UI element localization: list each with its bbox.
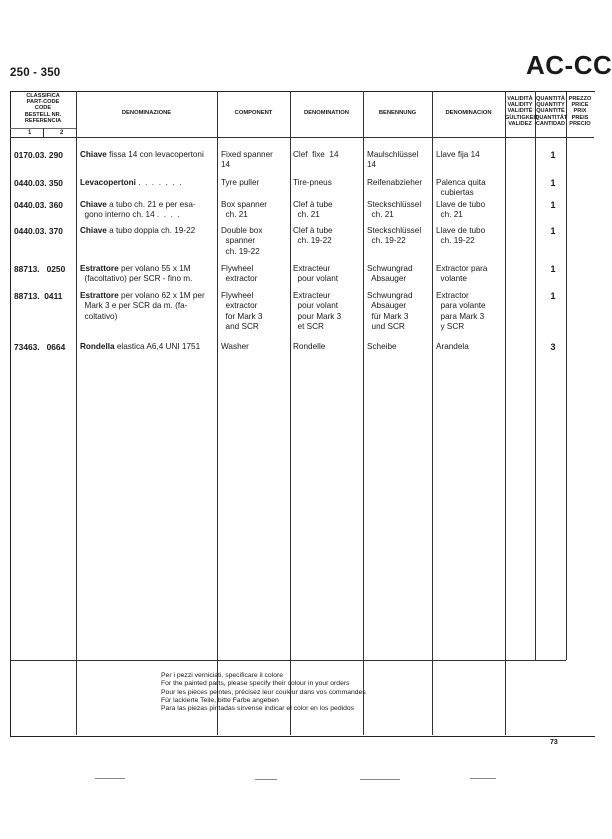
denominacion-es xyxy=(436,150,480,160)
benennung-de-line: Maulschlüssel xyxy=(367,150,419,159)
part-keyword: Estrattore xyxy=(80,291,119,300)
component-en xyxy=(221,200,267,221)
denomination-fr xyxy=(293,200,333,221)
part-keyword: Levacopertoni xyxy=(80,178,136,187)
component-en xyxy=(221,150,273,171)
benennung-de xyxy=(367,291,413,333)
header-validity: VALIDITÀ VALIDITY VALIDITÉ GÜLTIGKEIT VALIDEZ xyxy=(505,96,539,127)
benennung-de-line: Scheibe xyxy=(367,342,397,351)
benennung-de xyxy=(367,200,421,221)
brand-code: AC-CC xyxy=(526,50,612,80)
component-en-line: extractor xyxy=(221,274,258,284)
header-component: COMPONENT xyxy=(234,110,273,116)
part-keyword: Chiave xyxy=(80,226,107,235)
col-divider xyxy=(566,91,567,660)
scan-mark xyxy=(360,779,400,780)
code-subheader-divider xyxy=(43,128,44,137)
component-en-line: Tyre puller xyxy=(221,178,260,187)
denominazione-it xyxy=(80,342,200,352)
denomination-fr xyxy=(293,264,338,285)
denominacion-es xyxy=(436,291,486,333)
component-en xyxy=(221,342,249,352)
header-denominazione: DENOMINAZIONE xyxy=(121,110,172,116)
benennung-de xyxy=(367,150,418,171)
denominazione-it xyxy=(80,200,196,221)
header-denominacion: DENOMINACION xyxy=(445,110,492,116)
quantity: 1 xyxy=(550,150,556,160)
quantity: 1 xyxy=(550,178,556,188)
denominazione-text: per volano 55 x 1M xyxy=(118,264,191,273)
component-en-line: Washer xyxy=(221,342,249,351)
denomination-fr-line: Tire-pneus xyxy=(293,178,332,187)
header-code: CLASSIFICA PART-CODE CODE BESTELL NR. REFERENCIA xyxy=(24,93,62,124)
header-code-sub-2: 2 xyxy=(60,130,64,136)
scan-mark xyxy=(255,779,277,780)
part-keyword: Chiave xyxy=(80,150,107,159)
denominazione-text: fissa 14 con levacopertoni xyxy=(106,150,204,159)
benennung-de-line: ch. 21 xyxy=(367,210,394,220)
part-code: 0170.03. 290 xyxy=(14,150,63,160)
denominacion-es-line: Llave de tubo xyxy=(436,226,486,235)
denominazione-text: elastica A6,4 UNI 1751 xyxy=(114,342,201,351)
denomination-fr-line: Extracteur xyxy=(293,291,331,300)
component-en-line: 14 xyxy=(221,160,231,170)
scan-mark xyxy=(470,778,496,779)
denominacion-es xyxy=(436,200,485,221)
benennung-de-line: Steckschlüssel xyxy=(367,226,422,235)
component-en-line: extractor xyxy=(221,301,258,311)
denomination-fr xyxy=(293,291,341,333)
component-en-line: Fixed spanner xyxy=(221,150,273,159)
denominacion-es-line: para Mark 3 xyxy=(436,311,485,321)
denominacion-es-line: Llave de tubo xyxy=(436,200,486,209)
denomination-fr-line: ch. 19-22 xyxy=(293,236,332,246)
header-benennung: BENENNUNG xyxy=(378,110,417,116)
denominacion-es xyxy=(436,342,469,352)
denomination-fr-line: Clef à tube xyxy=(293,226,333,235)
denominacion-es xyxy=(436,264,487,285)
denominacion-es-line: para volante xyxy=(436,301,486,311)
part-keyword: Rondella xyxy=(80,342,115,351)
component-en xyxy=(221,291,262,333)
component-en xyxy=(221,178,259,188)
benennung-de xyxy=(367,342,397,352)
denomination-fr-line: Clef fixe 14 xyxy=(293,150,339,159)
part-code: 0440.03. 360 xyxy=(14,200,63,210)
denomination-fr xyxy=(293,342,325,352)
denomination-fr-line: pour volant xyxy=(293,301,339,311)
page-number: 73 xyxy=(550,739,558,746)
denominazione-text: per volano 62 x 1M per xyxy=(118,291,205,300)
header-code-sub-1: 1 xyxy=(28,130,32,136)
denominazione-it xyxy=(80,291,205,322)
header-denomination: DENOMINATION xyxy=(304,110,349,116)
denomination-fr-line: Clef à tube xyxy=(293,200,333,209)
part-keyword: Estrattore xyxy=(80,264,119,273)
col-divider xyxy=(432,91,433,735)
denominacion-es-line: ch. 19-22 xyxy=(436,236,475,246)
denominacion-es-line: Arandela xyxy=(436,342,469,351)
benennung-de-line: Steckschlüssel xyxy=(367,200,422,209)
component-en-line: Flywheel xyxy=(221,264,254,273)
scan-mark xyxy=(95,778,125,779)
component-en-line: for Mark 3 xyxy=(221,311,263,321)
component-en xyxy=(221,226,262,257)
col-divider xyxy=(363,91,364,735)
col-divider xyxy=(76,91,77,735)
denominazione-text: . . . . . . . xyxy=(135,178,182,187)
benennung-de-line: Schwungrad xyxy=(367,264,413,273)
benennung-de-line: für Mark 3 xyxy=(367,311,409,321)
denomination-fr xyxy=(293,226,333,247)
denominazione-text: gono interno ch. 14 . . . . xyxy=(80,210,180,220)
header-quantity: QUANTITÀ QUANTITY QUANTITÉ QUANTITÄT CANTIDAD xyxy=(535,96,568,127)
benennung-de xyxy=(367,264,413,285)
benennung-de-line: Absauger xyxy=(367,274,407,284)
denominazione-it xyxy=(80,226,195,236)
component-en-line: Box spanner xyxy=(221,200,267,209)
denomination-fr xyxy=(293,178,332,188)
header-rule xyxy=(10,137,594,138)
benennung-de xyxy=(367,226,421,247)
denominazione-it xyxy=(80,150,204,160)
benennung-de xyxy=(367,178,422,188)
component-en-line: ch. 19-22 xyxy=(221,246,260,256)
footer-rule xyxy=(10,660,566,661)
denomination-fr-line: pour volant xyxy=(293,274,339,284)
header-price: PREZZO PRICE PRIX PREIS PRECIO xyxy=(568,96,592,127)
quantity: 1 xyxy=(550,200,556,210)
denominacion-es xyxy=(436,226,485,247)
denominacion-es-line: Extractor xyxy=(436,291,469,300)
painted-parts-note: Per i pezzi verniciati, specificare il colore For the painted parts, please specify their colour in your orders Pour les pièces peintes, précisez leur couleur dans vos commandes Für lackierte Teile, bitte Farbe angeben Para las piezas pintadas sírvense indicar el color en los pedidos xyxy=(161,672,366,713)
denomination-fr-line: pour Mark 3 xyxy=(293,311,342,321)
quantity: 1 xyxy=(550,264,556,274)
denominacion-es-line: Extractor para xyxy=(436,264,488,273)
denomination-fr-line: et SCR xyxy=(293,322,324,332)
part-code: 0440.03. 350 xyxy=(14,178,63,188)
part-code: 88713. 0411 xyxy=(14,291,63,301)
denominazione-text: (facoltativo) per SCR - fino m. xyxy=(80,274,193,284)
component-en xyxy=(221,264,257,285)
part-keyword: Chiave xyxy=(80,200,107,209)
component-en-line: Flywheel xyxy=(221,291,254,300)
col-divider xyxy=(217,91,218,735)
denomination-fr-line: Rondelle xyxy=(293,342,326,351)
part-code: 0440.03. 370 xyxy=(14,226,63,236)
quantity: 1 xyxy=(550,291,556,301)
denominazione-text: a tubo ch. 21 e per esa- xyxy=(106,200,196,209)
col-divider xyxy=(290,91,291,735)
benennung-de-line: Absauger xyxy=(367,301,407,311)
benennung-de-line: 14 xyxy=(367,160,377,170)
denominacion-es-line: Llave fija 14 xyxy=(436,150,480,159)
denominacion-es-line: volante xyxy=(436,274,467,284)
denominacion-es-line: cubiertas xyxy=(436,188,474,198)
component-en-line: ch. 21 xyxy=(221,210,248,220)
component-en-line: and SCR xyxy=(221,322,259,332)
denomination-fr xyxy=(293,150,339,160)
part-code: 88713. 0250 xyxy=(14,264,66,274)
benennung-de-line: Schwungrad xyxy=(367,291,413,300)
quantity: 1 xyxy=(550,226,556,236)
denominazione-text: a tubo doppia ch. 19-22 xyxy=(106,226,196,235)
component-en-line: spanner xyxy=(221,236,256,246)
model-range: 250 - 350 xyxy=(10,67,61,79)
denominacion-es-line: Palenca quita xyxy=(436,178,486,187)
col-divider xyxy=(535,91,536,660)
denominazione-text: Mark 3 e per SCR da m. (fa- xyxy=(80,301,188,311)
benennung-de-line: ch. 19-22 xyxy=(367,236,406,246)
col-divider xyxy=(505,91,506,735)
part-code: 73463. 0664 xyxy=(14,342,66,352)
denominazione-it xyxy=(80,264,192,285)
component-en-line: Double box xyxy=(221,226,263,235)
denominazione-it xyxy=(80,178,181,188)
denominacion-es-line: y SCR xyxy=(436,322,465,332)
denomination-fr-line: ch. 21 xyxy=(293,210,320,220)
quantity: 3 xyxy=(550,342,556,352)
benennung-de-line: und SCR xyxy=(367,322,405,332)
denominacion-es-line: ch. 21 xyxy=(436,210,463,220)
denominacion-es xyxy=(436,178,486,199)
benennung-de-line: Reifenabzieher xyxy=(367,178,423,187)
denominazione-text: coltativo) xyxy=(80,311,118,321)
denomination-fr-line: Extracteur xyxy=(293,264,331,273)
